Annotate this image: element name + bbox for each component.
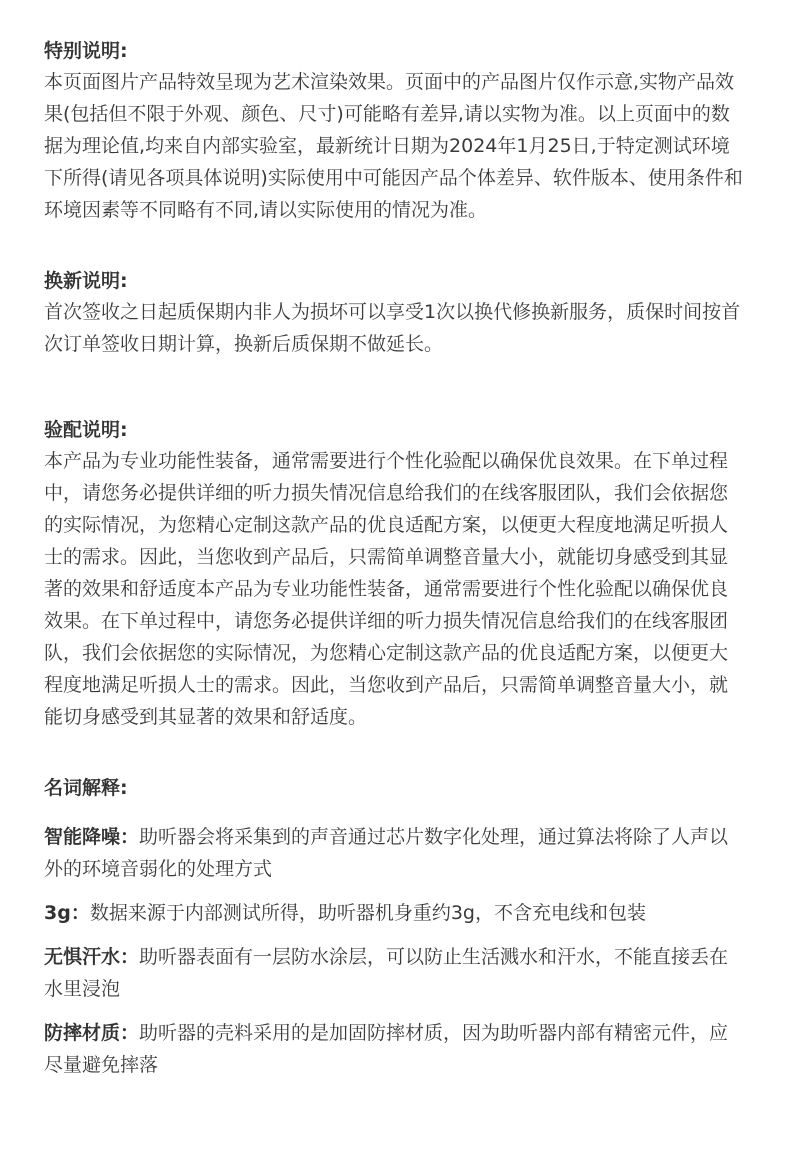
exchange-notice-title: 换新说明: xyxy=(44,270,128,292)
fitting-notice-title: 验配说明: xyxy=(44,419,128,441)
glossary-term-name: 智能降噪： xyxy=(44,826,140,848)
glossary-term-smart-noise-reduction xyxy=(44,821,746,885)
special-notice-body: 本页面图片产品特效呈现为艺术渲染效果。页面中的产品图片仅作示意,实物产品效果(包括但不限于外观、颜色、尺寸)可能略有差异,请以实物为准。以上页面中的数据为理论值,均来自内部实验室，最新统计日期为2024年1月25日,于特定测试环境下所得(请见各项具体说明)实际使用中可能因产品个体差异、软件版本、使用条件和环境因素等不同略有不同,请以实际使用的情况为准。 xyxy=(44,71,743,221)
glossary-term-desc: 助听器会将采集到的声音通过芯片数字化处理，通过算法将除了人声以外的环境音弱化的处理方式 xyxy=(44,826,729,880)
glossary-term-desc: 数据来源于内部测试所得，助听器机身重约3g，不含充电线和包装 xyxy=(89,902,646,924)
special-notice-section xyxy=(44,36,746,226)
fitting-notice-section xyxy=(44,415,746,733)
glossary-term-name: 3g： xyxy=(44,902,90,924)
exchange-notice-section xyxy=(44,266,746,360)
glossary-term-name: 防摔材质： xyxy=(44,1022,140,1044)
glossary-term-desc: 助听器的壳料采用的是加固防摔材质，因为助听器内部有精密元件，应尽量避免摔落 xyxy=(44,1022,729,1076)
special-notice-title: 特别说明: xyxy=(44,40,128,62)
exchange-notice-body: 首次签收之日起质保期内非人为损坏可以享受1次以换代修换新服务，质保时间按首次订单签收日期计算，换新后质保期不做延长。 xyxy=(44,301,741,355)
glossary-section xyxy=(44,773,746,1081)
glossary-term-name: 无惧汗水： xyxy=(44,946,140,968)
glossary-term-drop-resistant xyxy=(44,1017,746,1081)
fitting-notice-body: 本产品为专业功能性装备，通常需要进行个性化验配以确保优良效果。在下单过程中，请您务必提供详细的听力损失情况信息给我们的在线客服团队，我们会依据您的实际情况，为您精心定制这款产品的优良适配方案，以便更大程度地满足听损人士的需求。因此，当您收到产品后，只需简单调整音量大小，就能切身感受到其显著的效果和舒适度本产品为专业功能性装备，通常需要进行个性化验配以确保优良效果。在下单过程中，请您务必提供详细的听力损失情况信息给我们的在线客服团队，我们会依据您的实际情况，为您精心定制这款产品的优良适配方案，以便更大程度地满足听损人士的需求。因此，当您收到产品后，只需简单调整音量大小，就能切身感受到其显著的效果和舒适度。 xyxy=(44,450,729,728)
glossary-term-weight xyxy=(44,897,746,929)
glossary-term-desc: 助听器表面有一层防水涂层，可以防止生活溅水和汗水，不能直接丢在水里浸泡 xyxy=(44,946,729,1000)
glossary-term-sweat-proof xyxy=(44,941,746,1005)
glossary-title: 名词解释: xyxy=(44,777,128,799)
